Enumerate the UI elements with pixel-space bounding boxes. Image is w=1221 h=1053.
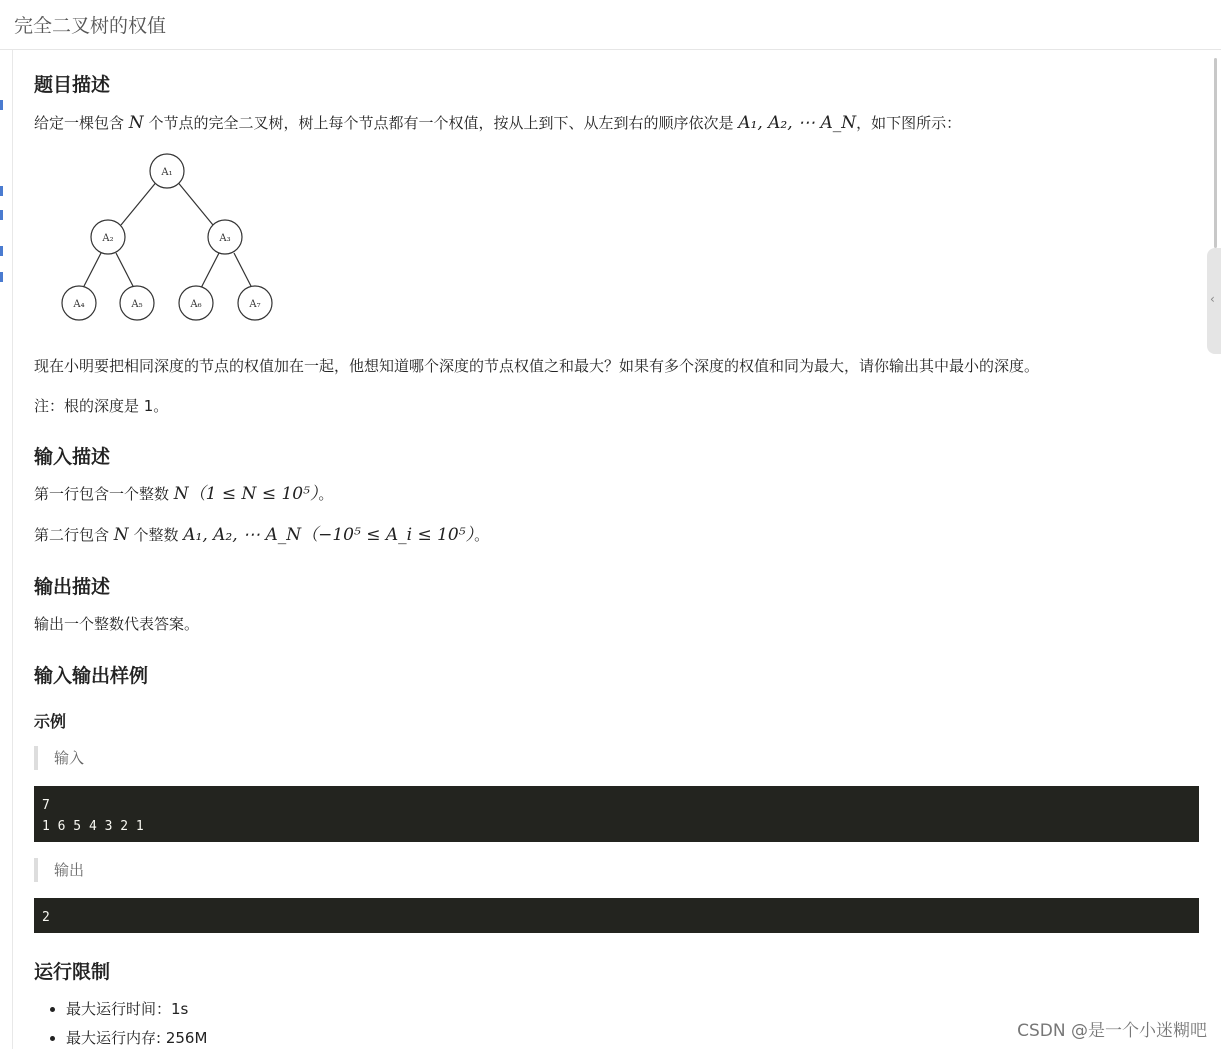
samples-heading: 输入输出样例	[34, 665, 149, 687]
watermark: CSDN @是一个小迷糊吧	[1017, 1021, 1207, 1041]
tree-node-label: A₅	[131, 299, 143, 310]
sidebar-marker	[0, 100, 3, 110]
tree-node-label: A₄	[73, 299, 85, 310]
tree-node-label: A₂	[102, 233, 114, 244]
example-label: 示例	[34, 712, 67, 731]
description-note: 注：根的深度是 1。	[34, 397, 169, 415]
input-text: 第二行包含	[34, 526, 110, 544]
limit-time: • 最大运行时间：1s	[66, 995, 207, 1024]
limits-list	[34, 995, 207, 1053]
sample-output-code[interactable]: 2	[34, 898, 1199, 933]
sidebar-marker	[0, 186, 3, 196]
sidebar-marker	[0, 272, 3, 282]
tree-node-label: A₆	[190, 299, 202, 310]
sample-input-code[interactable]: 7 1 6 5 4 3 2 1	[34, 786, 1199, 842]
sample-input-label: 输入	[34, 746, 1199, 770]
tree-node-label: A₁	[161, 167, 173, 178]
input-line-1	[34, 483, 333, 505]
sample-output-label: 输出	[34, 858, 1199, 882]
intro-text: 给定一棵包含	[34, 114, 125, 132]
input-text: 。	[318, 485, 334, 503]
left-sidebar-strip[interactable]	[0, 50, 13, 1049]
intro-sequence: A₁, A₂, ⋯ A_N	[738, 113, 857, 133]
collapse-panel-tab[interactable]	[1207, 248, 1221, 354]
intro-text: ，如下图所示：	[856, 114, 962, 132]
input-text: 个整数	[133, 526, 179, 544]
sidebar-marker	[0, 210, 3, 220]
intro-n: N	[128, 113, 144, 133]
description-intro	[34, 112, 961, 134]
output-heading: 输出描述	[34, 576, 111, 598]
input-text: 第一行包含一个整数	[34, 485, 170, 503]
tree-node-label: A₃	[219, 233, 231, 244]
description-heading: 题目描述	[34, 74, 111, 96]
input-heading: 输入描述	[34, 446, 111, 468]
limits-heading: 运行限制	[34, 961, 111, 983]
binary-tree-diagram	[56, 150, 306, 330]
chevron-left-icon: ‹	[1210, 292, 1215, 306]
scrollbar-thumb[interactable]	[1214, 58, 1217, 248]
tree-node-label: A₇	[249, 299, 261, 310]
description-question: 现在小明要把相同深度的节点的权值加在一起，他想知道哪个深度的节点权值之和最大？如果有多个深度的权值和同为最大，请你输出其中最小的深度。	[34, 357, 1040, 375]
limit-memory: • 最大运行内存: 256M	[66, 1024, 207, 1053]
input-constraint: N（1 ≤ N ≤ 10⁵）	[173, 484, 319, 504]
sidebar-marker	[0, 246, 3, 256]
input-text: 。	[474, 526, 490, 544]
intro-text: 个节点的完全二叉树，树上每个节点都有一个权值，按从上到下、从左到右的顺序依次是	[148, 114, 734, 132]
input-constraint: A₁, A₂, ⋯ A_N（−10⁵ ≤ A_i ≤ 10⁵）	[183, 525, 475, 545]
output-text: 输出一个整数代表答案。	[34, 615, 200, 633]
input-n: N	[113, 525, 129, 545]
top-bar	[0, 0, 1221, 50]
page-title: 完全二叉树的权值	[14, 15, 167, 37]
input-line-2	[34, 524, 489, 546]
